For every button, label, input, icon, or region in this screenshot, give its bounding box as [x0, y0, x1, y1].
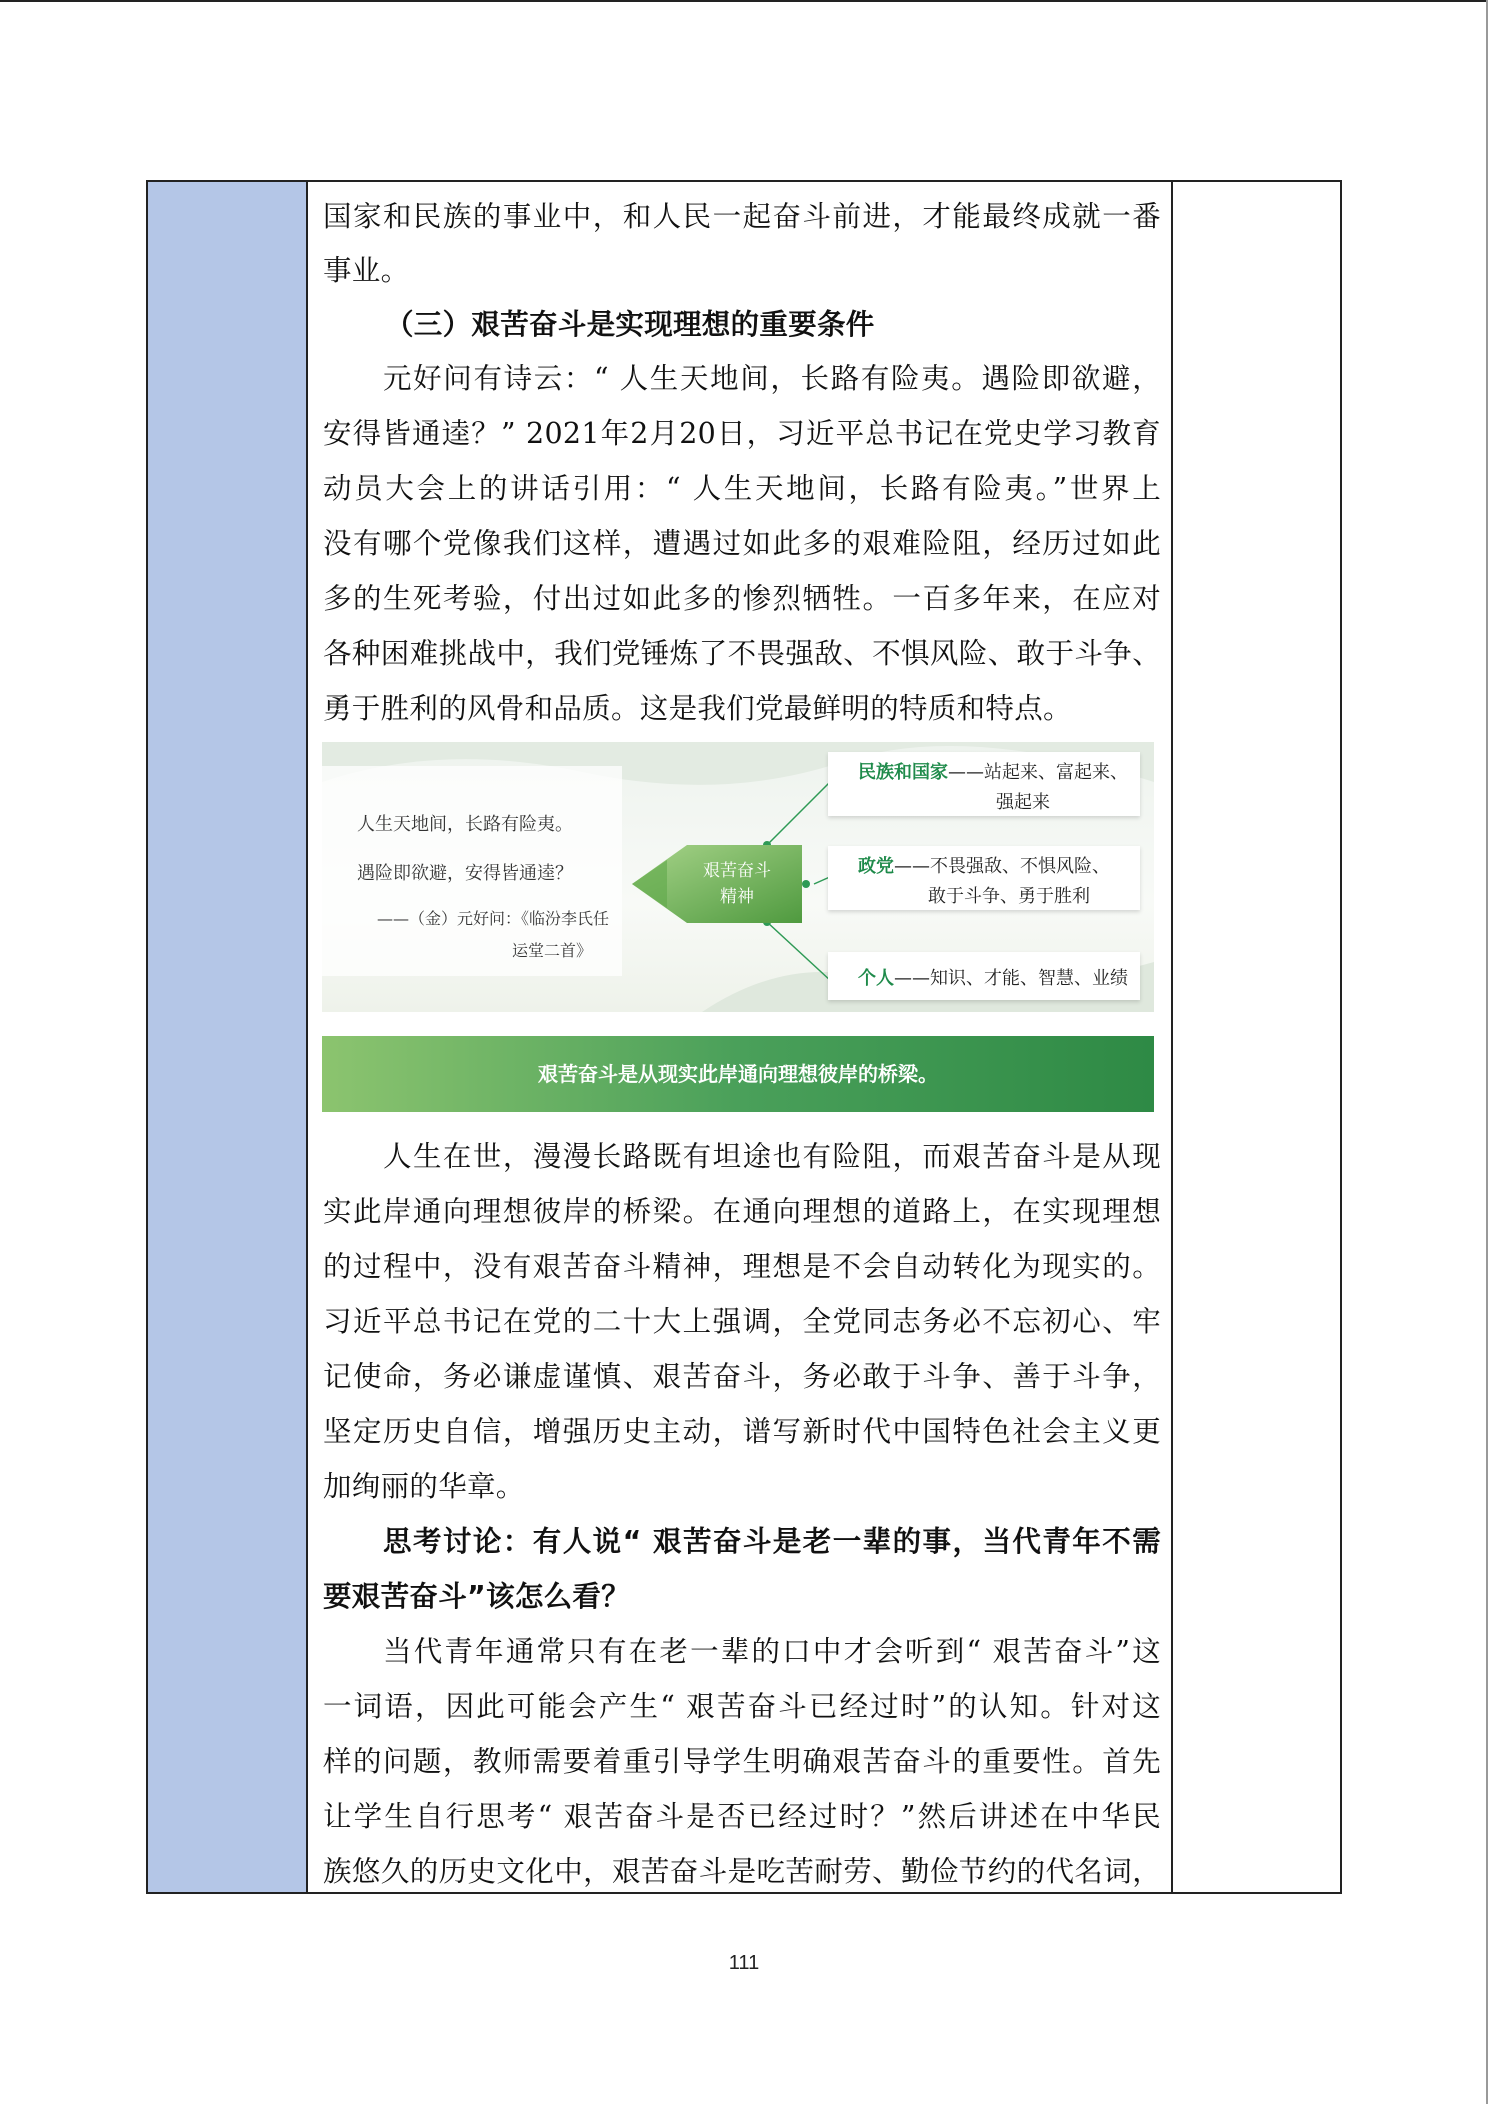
- poem-source: 运堂二首》: [512, 941, 593, 960]
- branch-connector: [767, 922, 832, 982]
- branch-individual: [828, 952, 1140, 1000]
- struggle-spirit-figure: [322, 742, 1154, 1012]
- text-line: 国家和民族的事业中，和人民一起奋斗前进，才能最终成就一番: [323, 200, 1161, 233]
- page-top-border: [0, 0, 1488, 2]
- text-line: 让学生自行思考“ 艰苦奋斗是否已经过时？”然后讲述在中华民: [323, 1800, 1161, 1833]
- branch-nation: [828, 752, 1140, 816]
- text-line: 动员大会上的讲话引用：“ 人生天地间，长路有险夷。”世界上: [323, 472, 1161, 505]
- poem-card: [322, 766, 622, 976]
- center-diamond-shade: [632, 860, 667, 908]
- text-line: 的过程中，没有艰苦奋斗精神，理想是不会自动转化为现实的。: [323, 1250, 1161, 1283]
- branch-text: 敢于斗争、勇于胜利: [928, 886, 1090, 907]
- branch-text: ——站起来、富起来、: [948, 762, 1128, 783]
- text-line: 各种困难挑战中，我们党锤炼了不畏强敌、不惧风险、敢于斗争、: [323, 637, 1161, 670]
- branch-connector: [767, 780, 832, 845]
- page-number: 111: [728, 1952, 760, 1974]
- branch-text: 强起来: [996, 792, 1050, 813]
- right-column-divider: [1171, 182, 1173, 1892]
- center-label-line: 精神: [720, 887, 754, 907]
- branch-key: 个人: [858, 968, 894, 989]
- figure-caption-banner: 艰苦奋斗是从现实此岸通向理想彼岸的桥梁。: [322, 1036, 1154, 1112]
- text-line: 习近平总书记在党的二十大上强调，全党同志务必不忘初心、牢: [323, 1305, 1161, 1338]
- branch-party: [828, 846, 1140, 910]
- poem-source: ——（金）元好问：《临汾李氏任: [377, 909, 610, 928]
- text-line: 勇于胜利的风骨和品质。这是我们党最鲜明的特质和特点。: [323, 692, 1072, 725]
- discussion-heading: 思考讨论：有人说“ 艰苦奋斗是老一辈的事，当代青年不需: [383, 1525, 1161, 1558]
- branch-text: ——不畏强敌、不惧风险、: [894, 856, 1110, 877]
- text-line: 加绚丽的华章。: [323, 1470, 525, 1503]
- branch-key: 政党: [858, 856, 894, 877]
- text-line: 当代青年通常只有在老一辈的口中才会听到“ 艰苦奋斗”这: [383, 1635, 1161, 1668]
- poem-line: 人生天地间，长路有险夷。: [357, 814, 573, 835]
- section-heading: （三）艰苦奋斗是实现理想的重要条件: [385, 308, 875, 341]
- text-line: 人生在世，漫漫长路既有坦途也有险阻，而艰苦奋斗是从现: [383, 1140, 1161, 1173]
- branch-dot: [802, 880, 810, 888]
- text-line: 没有哪个党像我们这样，遭遇过如此多的艰难险阻，经历过如此: [323, 527, 1161, 560]
- text-line: 坚定历史自信，增强历史主动，谱写新时代中国特色社会主义更: [323, 1415, 1161, 1448]
- text-line: 实此岸通向理想彼岸的桥梁。在通向理想的道路上，在实现理想: [323, 1195, 1161, 1228]
- text-line: 事业。: [323, 254, 410, 287]
- text-line: 元好问有诗云：“ 人生天地间，长路有险夷。遇险即欲避，: [383, 362, 1161, 395]
- text-line: 一词语，因此可能会产生“ 艰苦奋斗已经过时”的认知。针对这: [323, 1690, 1161, 1723]
- text-line: 族悠久的历史文化中，艰苦奋斗是吃苦耐劳、勤俭节约的代名词，: [323, 1855, 1161, 1888]
- left-column-cell: [148, 182, 308, 1892]
- poem-line: 遇险即欲避，安得皆通逵？: [357, 863, 573, 884]
- center-label: [682, 858, 792, 910]
- text-line: 样的问题，教师需要着重引导学生明确艰苦奋斗的重要性。首先: [323, 1745, 1161, 1778]
- branch-text: ——知识、才能、智慧、业绩: [894, 968, 1128, 989]
- branch-key: 民族和国家: [858, 762, 948, 783]
- center-label-line: 艰苦奋斗: [703, 861, 771, 881]
- text-line: 记使命，务必谦虚谨慎、艰苦奋斗，务必敢于斗争、善于斗争，: [323, 1360, 1161, 1393]
- text-line: 安得皆通逵？” 2021年2月20日，习近平总书记在党史学习教育: [323, 417, 1161, 450]
- discussion-heading: 要艰苦奋斗”该怎么看？: [323, 1580, 631, 1613]
- text-line: 多的生死考验，付出过如此多的惨烈牺牲。一百多年来，在应对: [323, 582, 1161, 615]
